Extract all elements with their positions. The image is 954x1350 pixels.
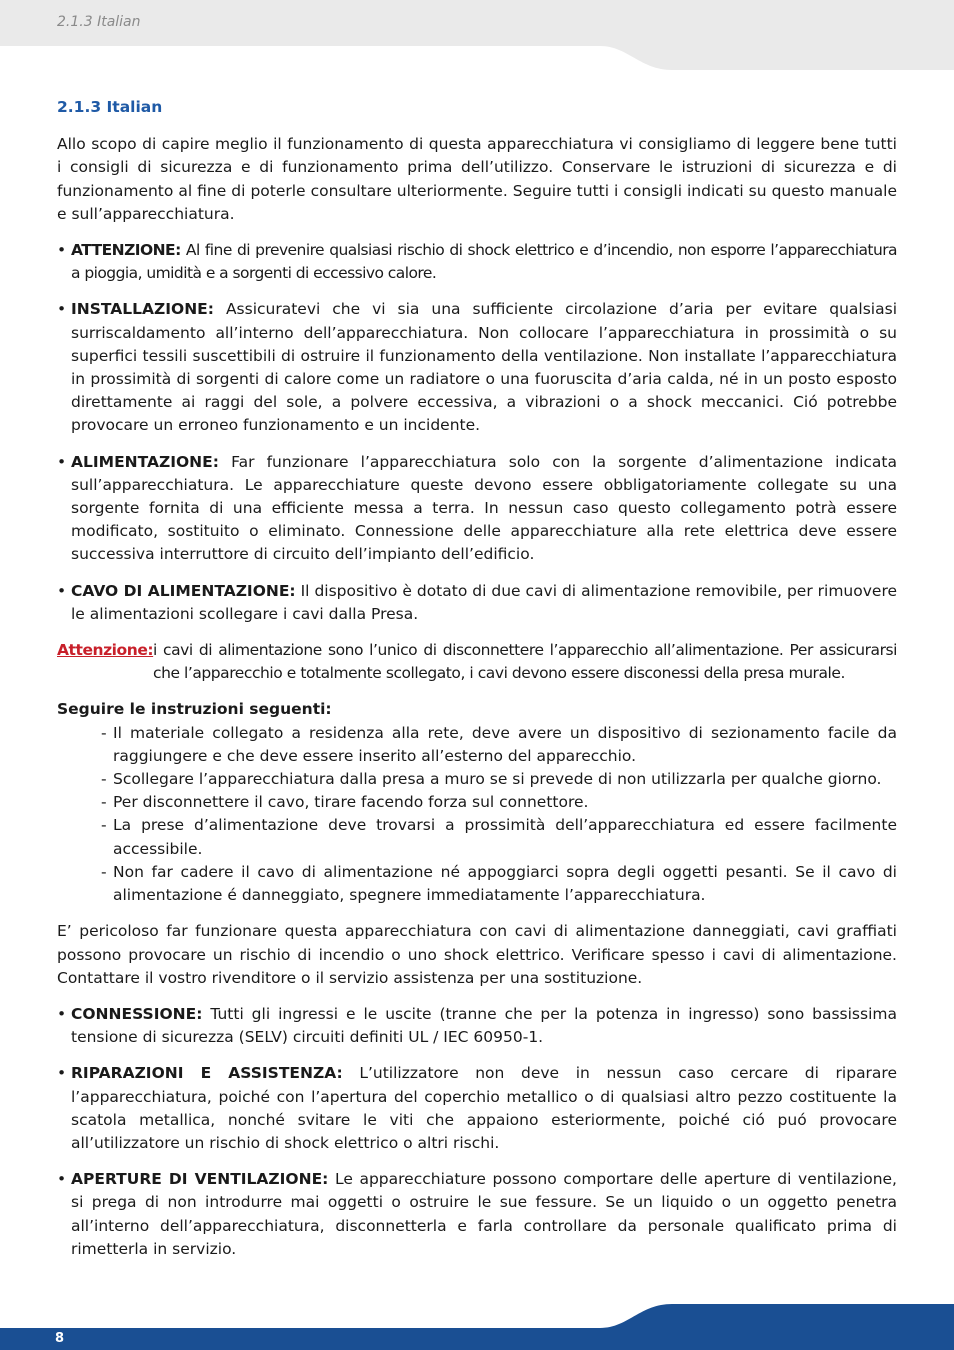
bullet-dot: •: [57, 241, 66, 260]
footer-band: [0, 1300, 954, 1350]
bullet-text: Far funzionare l’apparecchiatura solo con la sorgente d’alimentazione indicata sull’apparecchiatura. Le apparecchiature queste devono essere obbligatoriamente collegate su una sorgente fornita di una efficiente messa a terra. In nessun caso questo collegamento potrà essere modificato, sostituito o eliminato. Connessione delle apparecchiature alla rete elettrica deve essere successiva interruttore di circuito dell’impianto dell’edificio.: [71, 452, 897, 564]
bullet-label: CONNESSIONE:: [71, 1004, 203, 1023]
section-title: 2.1.3 Italian: [57, 98, 163, 116]
bullet-label: ALIMENTAZIONE:: [71, 452, 219, 471]
bullet-dot: •: [57, 1004, 67, 1023]
list-item: - Non far cadere il cavo di alimentazione né appoggiarci sopra degli oggetti pesanti. Se il cavo di alimentazione é danneggiato, spegnere immediatamente l’apparecchiatura.: [101, 862, 897, 905]
bullet-connessione: [57, 1003, 897, 1049]
instructions-title: Seguire le instruzioni seguenti:: [57, 700, 332, 719]
page-number: 8: [55, 1331, 65, 1346]
instructions-list: [57, 722, 897, 908]
bullet-installazione: [57, 298, 897, 437]
page-content: [57, 96, 897, 1274]
warning-note: [57, 639, 897, 685]
bullet-alimentazione: [57, 451, 897, 567]
bullet-text: Assicuratevi che vi sia una sufficiente circolazione d’aria per evitare qualsiasi surriscaldamento all’interno dell’apparecchiatura. Non collocare l’apparecchiatura in prossimità o su superfici tessili suscettibili di ostruire il funzionamento della ventilazione. Non installate l’apparecchiatura in prossimità di sorgenti di calore come un radiatore o una fuoruscita d’aria calda, né in un posto esposto direttamente ai raggi del sole, a polvere eccessiva, a vibrazioni o a shock meccanici. Ció potrebbe provocare un erroneo funzionamento e un incidente.: [71, 300, 897, 435]
intro-paragraph: Allo scopo di capire meglio il funzionamento di questa apparecchiatura vi consigliamo di leggere bene tutti i consigli di sicurezza e di funzionamento prima dell’utilizzo. Conservare le istruzioni di sicurezza e di funzionamento al fine di poterle consultare ulteriormente. Seguire tutti i consigli indicati su questo manuale e sull’apparecchiatura.: [57, 135, 897, 223]
bullet-dot: •: [57, 1064, 67, 1083]
bullet-label: RIPARAZIONI E ASSISTENZA:: [71, 1064, 343, 1083]
list-item: - Per disconnettere il cavo, tirare facendo forza sul connettore.: [101, 793, 589, 812]
bullet-attenzione: [57, 239, 897, 285]
bullet-riparazioni: [57, 1062, 897, 1155]
bullet-text: Tutti gli ingressi e le uscite (tranne che per la potenza in ingresso) sono bassissima tensione di sicurezza (SELV) circuiti definiti UL / IEC 60950-1.: [71, 1004, 897, 1047]
bullet-label: CAVO DI ALIMENTAZIONE:: [71, 581, 296, 600]
bullet-label: ATTENZIONE:: [71, 241, 181, 260]
bullet-dot: •: [57, 300, 67, 319]
bullet-text: Il dispositivo è dotato di due cavi di alimentazione removibile, per rimuovere le alimentazioni scollegare i cavi dalla Presa.: [71, 581, 898, 623]
bullet-aperture: [57, 1168, 897, 1261]
bullet-dot: •: [57, 581, 67, 600]
running-header: 2.1.3 Italian: [57, 14, 141, 30]
warning-text: i cavi di alimentazione sono l’unico di disconnettere l’apparecchio all’alimentazione. Per assicurarsi che l’apparecchio e totalmente scollegato, i cavi devono essere disconessi della presa murale.: [153, 641, 897, 683]
list-item: - La prese d’alimentazione deve trovarsi a prossimità dell’apparecchiatura ed essere facilmente accessibile.: [101, 816, 897, 858]
header-band: [0, 0, 954, 70]
warning-label: Attenzione:: [57, 641, 154, 660]
list-item: - Scollegare l’apparecchiatura dalla presa a muro se si prevede di non utilizzarla per qualche giorno.: [101, 770, 882, 789]
bullet-dot: •: [57, 1170, 67, 1189]
bullet-dot: •: [57, 452, 67, 471]
list-item: - Il materiale collegato a residenza alla rete, deve avere un dispositivo di sezionamento facile da raggiungere e che deve essere inserito all’esterno del apparecchio.: [101, 723, 897, 765]
bullet-text: L’utilizzatore non deve in nessun caso cercare di riparare l’apparecchiatura, poiché con l’apertura del coperchio metallico o di qualsiasi altro pezzo costituente la scatola metallica, nonché svitare le viti che appaiono esteriormente, poiché ció puó provocare all’utilizzatore un rischio di shock elettrico o altri rischi.: [71, 1064, 898, 1152]
bullet-text: Le apparecchiature possono comportare delle aperture di ventilazione, si prega di non introdurre mai oggetti o ostruire le sue fessure. Se un liquido o un oggetto penetra all’interno dell’apparecchiatura, disconnetterla e farla controllare da personale qualificato prima di rimetterla in servizio.: [71, 1170, 897, 1258]
bullet-cavo-alimentazione: [57, 580, 897, 626]
bullet-label: INSTALLAZIONE:: [71, 300, 214, 319]
bullet-label: APERTURE DI VENTILAZIONE:: [71, 1170, 329, 1189]
danger-paragraph: E’ pericoloso far funzionare questa apparecchiatura con cavi di alimentazione danneggiati, cavi graffiati possono provocare un rischio di incendio o uno shock elettrico. Verificare spesso i cavi di alimentazione. Contattare il vostro rivenditore o il servizio assistenza per una sostituzione.: [57, 922, 897, 987]
bullet-text: Al fine di prevenire qualsiasi rischio di shock elettrico e d’incendio, non esporre l’apparecchiatura a pioggia, umidità e a sorgenti di eccessivo calore.: [71, 241, 897, 283]
